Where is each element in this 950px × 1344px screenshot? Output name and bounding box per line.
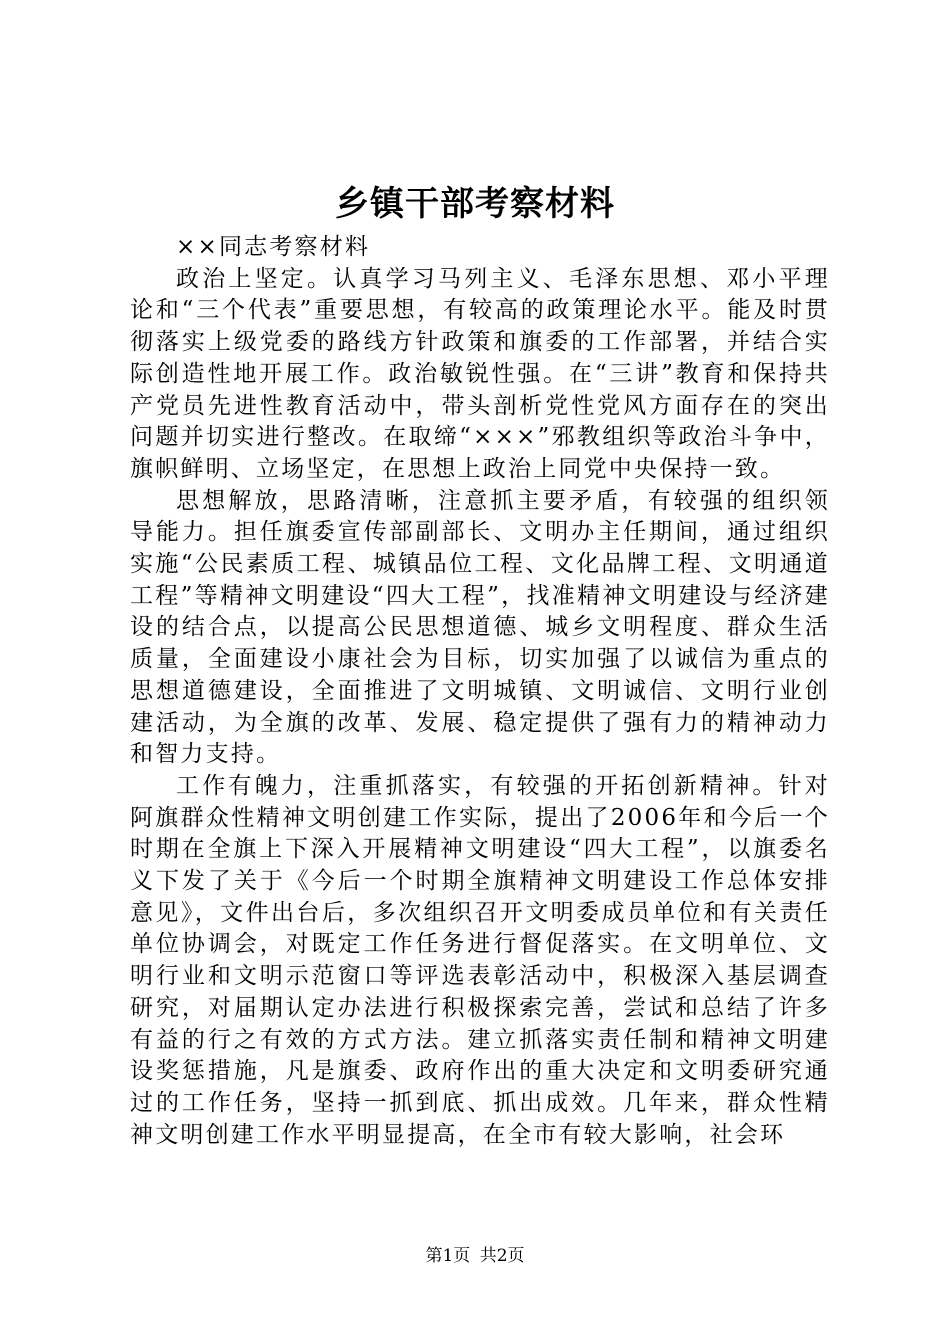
document-title: 乡镇干部考察材料 bbox=[335, 184, 615, 224]
paragraph-work: 工作有魄力，注重抓落实，有较强的开拓创新精神。针对阿旗群众性精神文明创建工作实际，提出了2006年和今后一个时期在全旗上下深入开展精神文明建设“四大工程”，以旗委名义下发了关于《今后一个时期全旗精神文明建设工作总体安排意见》，文件出台后，多次组织召开文明委成员单位和有关责任单位协调会，对既定工作任务进行督促落实。在文明单位、文明行业和文明示范窗口等评选表彰活动中，积极深入基层调查研究，对届期认定办法进行积极探索完善，尝试和总结了许多有益的行之有效的方式方法。建立抓落实责任制和精神文明建设奖惩措施，凡是旗委、政府作出的重大决定和文明委研究通过的工作任务，坚持一抓到底、抓出成效。几年来，群众性精神文明创建工作水平明显提高，在全市有较大影响，社会环 bbox=[130, 772, 830, 1148]
page-number: 第1页 bbox=[425, 1246, 471, 1266]
page-total: 共2页 bbox=[479, 1246, 525, 1266]
page-footer bbox=[0, 1244, 950, 1268]
paragraph-political: 政治上坚定。认真学习马列主义、毛泽东思想、邓小平理论和“三个代表”重要思想，有较高的政策理论水平。能及时贯彻落实上级党委的路线方针政策和旗委的工作部署，并结合实际创造性地开展工作。政治敏锐性强。在“三讲”教育和保持共产党员先进性教育活动中，带头剖析党性党风方面存在的突出问题并切实进行整改。在取缔“×××”邪教组织等政治斗争中，旗帜鲜明、立场坚定，在思想上政治上同党中央保持一致。 bbox=[130, 265, 830, 482]
document-body bbox=[130, 232, 830, 1151]
document-subtitle: ××同志考察材料 bbox=[176, 234, 371, 260]
paragraph-thinking: 思想解放，思路清晰，注意抓主要矛盾，有较强的组织领导能力。担任旗委宣传部副部长、文明办主任期间，通过组织实施“公民素质工程、城镇品位工程、文化品牌工程、文明通道工程”等精神文明建设“四大工程”，找准精神文明建设与经济建设的结合点，以提高公民思想道德、城乡文明程度、群众生活质量，全面建设小康社会为目标，切实加强了以诚信为重点的思想道德建设，全面推进了文明城镇、文明诚信、文明行业创建活动，为全旗的改革、发展、稳定提供了强有力的精神动力和智力支持。 bbox=[130, 487, 830, 768]
